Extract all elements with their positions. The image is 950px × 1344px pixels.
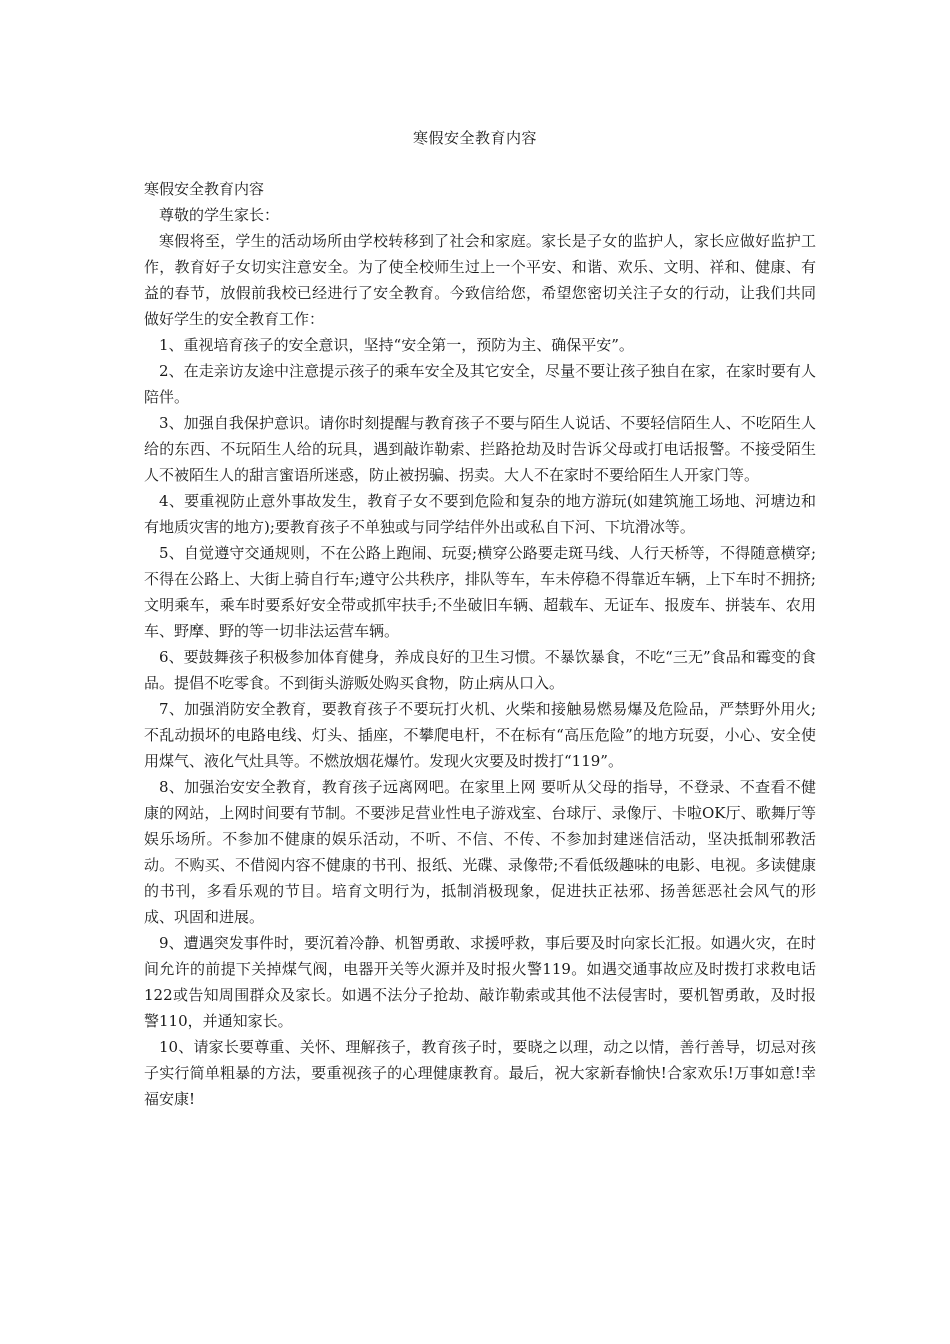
list-item-1: 1、重视培育孩子的安全意识，坚持“安全第一，预防为主、确保平安”。 (159, 336, 634, 354)
section-heading: 寒假安全教育内容 (144, 180, 265, 198)
document-title: 寒假安全教育内容 (412, 129, 537, 147)
list-item-4: 4、要重视防止意外事故发生，教育子女不要到危险和复杂的地方游玩(如建筑施工场地、河塘边和有地质灾害的地方);要教育孩子不单独或与同学结伴外出或私自下河、下坑滑冰等。 (144, 492, 816, 536)
list-item-8: 8、加强治安安全教育，教育孩子远离网吧。在家里上网 要听从父母的指导，不登录、不查看不健康的网站，上网时间要有节制。不要涉足营业性电子游戏室、台球厅、录像厅、卡啦OK厅、歌舞厅等娱乐场所。不参加不健康的娱乐活动，不听、不信、不传、不参加封建迷信活动，坚决抵制邪教活动。不购买、不借阅内容不健康的书刊、报纸、光碟、录像带;不看低级趣味的电影、电视。多读健康的书刊，多看乐观的节目。培育文明行为，抵制消极现象，促进扶正祛邪、扬善惩恶社会风气的形成、巩固和进展。 (144, 778, 816, 926)
intro-paragraph: 寒假将至，学生的活动场所由学校转移到了社会和家庭。家长是子女的监护人，家长应做好监护工作，教育好子女切实注意安全。为了使全校师生过上一个平安、和谐、欢乐、文明、祥和、健康、有益的春节，放假前我校已经进行了安全教育。今致信给您，希望您密切关注子女的行动，让我们共同做好学生的安全教育工作： (144, 232, 816, 328)
list-item-6: 6、要鼓舞孩子积极参加体育健身，养成良好的卫生习惯。不暴饮暴食，不吃“三无”食品和霉变的食品。提倡不吃零食。不到街头游贩处购买食物，防止病从口入。 (144, 648, 816, 692)
list-item-5: 5、自觉遵守交通规则，不在公路上跑闹、玩耍;横穿公路要走斑马线、人行天桥等，不得随意横穿;不得在公路上、大街上骑自行车;遵守公共秩序，排队等车，车未停稳不得靠近车辆，上下车时不拥挤;文明乘车，乘车时要系好安全带或抓牢扶手;不坐破旧车辆、超载车、无证车、报废车、拼装车、农用车、野摩、野的等一切非法运营车辆。 (144, 544, 816, 640)
greeting: 尊敬的学生家长： (159, 206, 280, 224)
list-item-9: 9、遭遇突发事件时，要沉着冷静、机智勇敢、求援呼救，事后要及时向家长汇报。如遇火灾，在时间允许的前提下关掉煤气阀，电器开关等火源并及时报火警119。如遇交通事故应及时拨打求救电话122或告知周围群众及家长。如遇不法分子抢劫、敲诈勒索或其他不法侵害时，要机智勇敢，及时报警110，并通知家长。 (144, 934, 816, 1030)
list-item-10: 10、请家长要尊重、关怀、理解孩子，教育孩子时，要晓之以理，动之以情，善行善导，切忌对孩子实行简单粗暴的方法，要重视孩子的心理健康教育。最后，祝大家新春愉快!合家欢乐!万事如意!幸福安康! (144, 1038, 816, 1108)
document-body (144, 176, 816, 1112)
list-item-3: 3、加强自我保护意识。请你时刻提醒与教育孩子不要与陌生人说话、不要轻信陌生人、不吃陌生人给的东西、不玩陌生人给的玩具，遇到敲诈勒索、拦路抢劫及时告诉父母或打电话报警。不接受陌生人不被陌生人的甜言蜜语所迷惑，防止被拐骗、拐卖。大人不在家时不要给陌生人开家门等。 (144, 414, 816, 484)
list-item-2: 2、在走亲访友途中注意提示孩子的乘车安全及其它安全，尽量不要让孩子独自在家，在家时要有人陪伴。 (144, 362, 816, 406)
list-item-7: 7、加强消防安全教育，要教育孩子不要玩打火机、火柴和接触易燃易爆及危险品，严禁野外用火;不乱动损坏的电路电线、灯头、插座，不攀爬电杆，不在标有“高压危险”的地方玩耍，小心、安全使用煤气、液化气灶具等。不燃放烟花爆竹。发现火灾要及时拨打“119”。 (144, 700, 816, 770)
